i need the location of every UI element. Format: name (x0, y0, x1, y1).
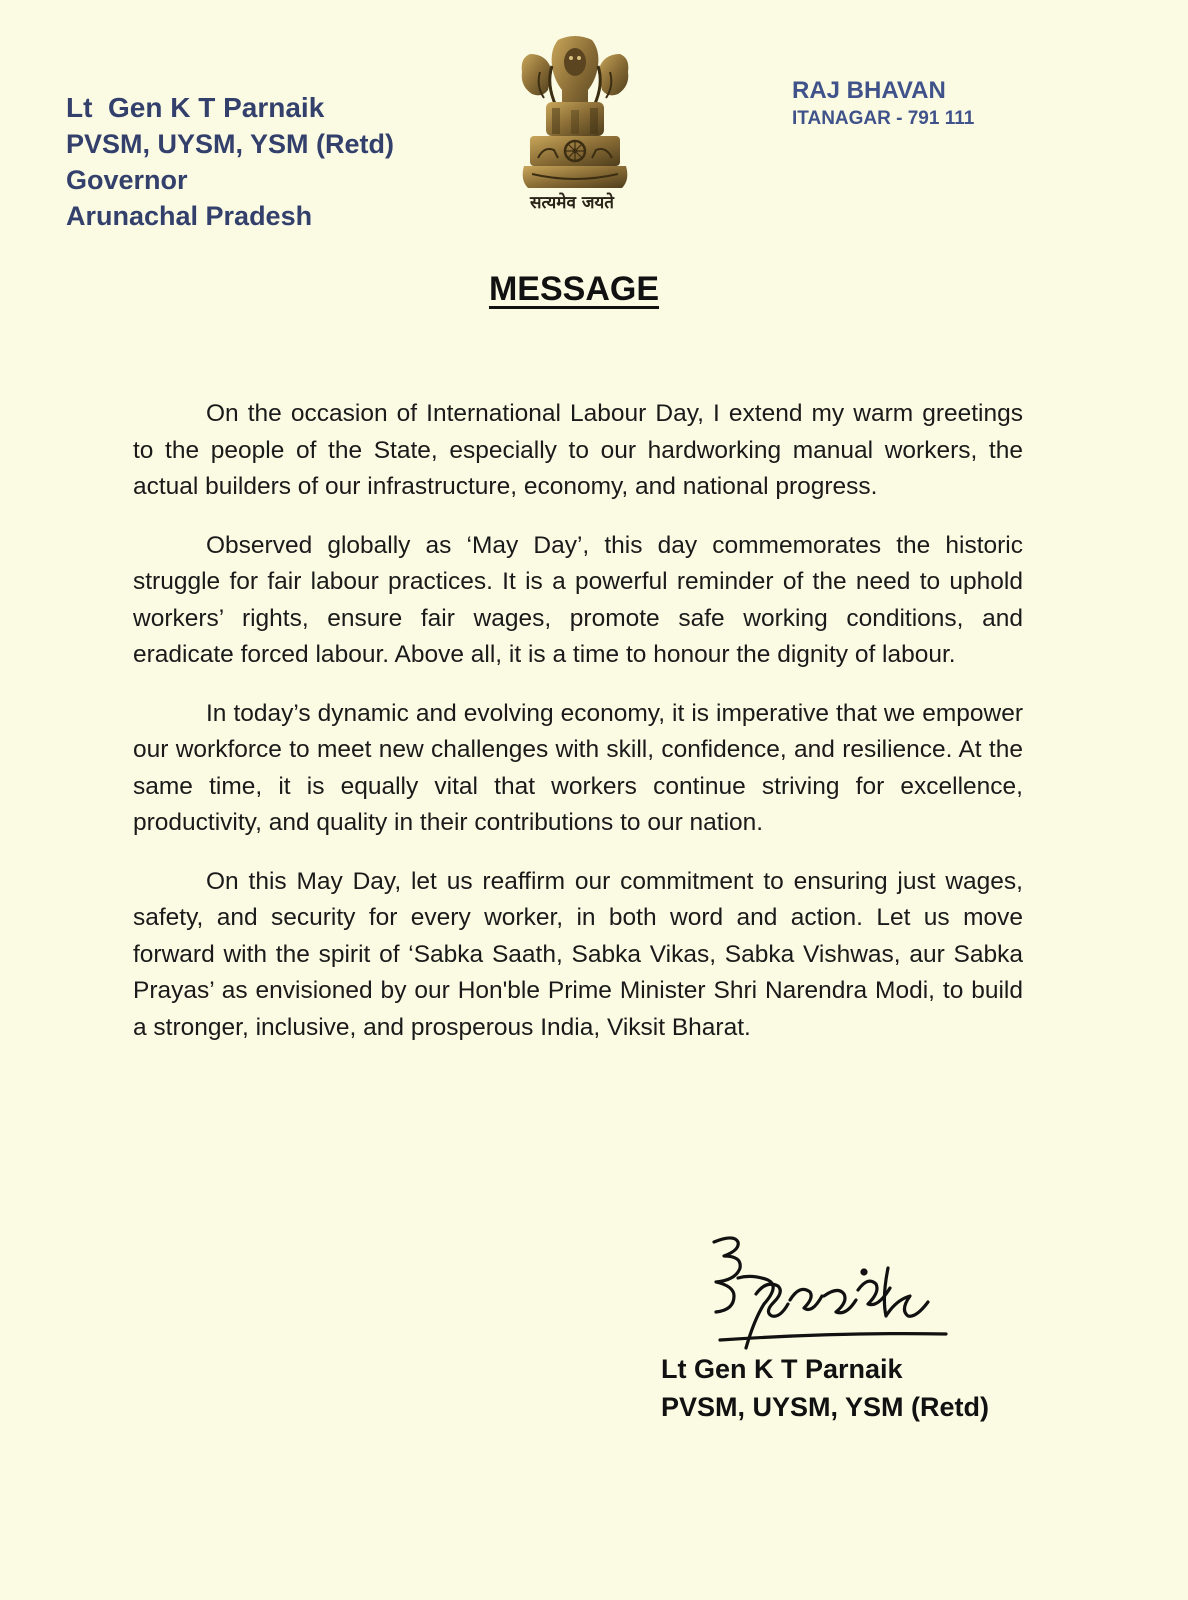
address-city: ITANAGAR - 791 111 (792, 108, 975, 129)
sender-name: Lt Gen K T Parnaik (66, 92, 325, 123)
signatory-decorations: PVSM, UYSM, YSM (Retd) (661, 1392, 990, 1422)
sender-office: Governor (66, 165, 188, 195)
message-paragraph-1: On the occasion of International Labour Day, I extend my warm greetings to the people of the State, especially to our hardworking manual workers, the actual builders of our infrastructure, economy, and national progress. (133, 400, 1023, 500)
emblem-motto: सत्यमेव जयते (530, 193, 614, 213)
sender-block (66, 90, 394, 234)
sender-state: Arunachal Pradesh (66, 201, 313, 231)
handwritten-signature (700, 1230, 960, 1360)
signatory-block (661, 1350, 989, 1426)
message-heading: MESSAGE (488, 270, 660, 308)
address-title: RAJ BHAVAN (792, 77, 946, 104)
sender-decorations: PVSM, UYSM, YSM (Retd) (66, 129, 395, 159)
signatory-name: Lt Gen K T Parnaik (661, 1354, 903, 1384)
address-block (792, 76, 974, 132)
message-body (133, 396, 1023, 1068)
message-paragraph-4: On this May Day, let us reaffirm our commitment to ensuring just wages, safety, and security for every worker, in both word and action. Let us move forward with the spirit of ‘Sabka Saath, Sabka Vikas, Sabka Vishwas, aur Sabka Prayas’ as envisioned by our Hon'ble Prime Minister Shri Narendra Modi, to build a stronger, inclusive, and prosperous India, Viksit Bharat. (133, 867, 1023, 1041)
message-paragraph-3: In today’s dynamic and evolving economy, it is imperative that we empower our workforce to meet new challenges with skill, confidence, and resilience. At the same time, it is equally vital that workers continue striving for excellence, productivity, and quality in their contributions to our nation. (133, 699, 1023, 836)
message-paragraph-2: Observed globally as ‘May Day’, this day commemorates the historic struggle for fair labour practices. It is a powerful reminder of the need to uphold workers’ rights, ensure fair wages, promote safe working conditions, and eradicate forced labour. Above all, it is a time to honour the dignity of labour. (133, 531, 1023, 668)
